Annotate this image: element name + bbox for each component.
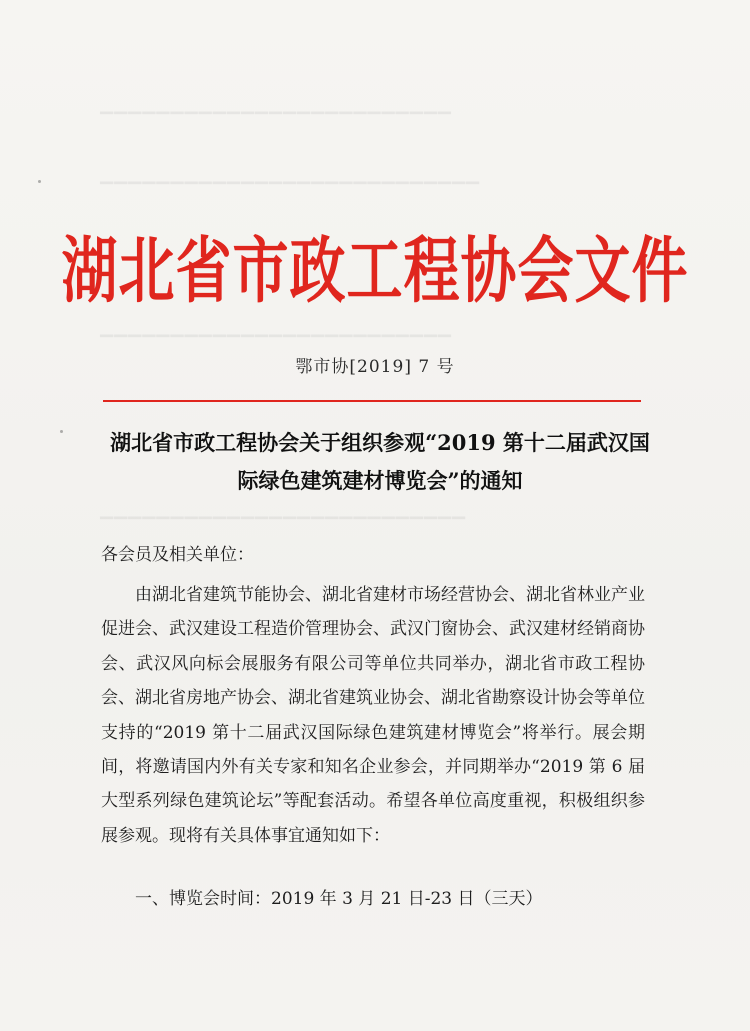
paper-speck <box>60 430 63 433</box>
paper-speck <box>38 180 41 183</box>
salutation: 各会员及相关单位： <box>101 545 254 565</box>
notice-title-line-1: 湖北省市政工程协会关于组织参观“2019 第十二届武汉国 <box>110 430 650 455</box>
notice-title <box>100 424 660 500</box>
notice-title-line-2: 际绿色建筑建材博览会”的通知 <box>237 468 523 493</box>
body-paragraph: 由湖北省建筑节能协会、湖北省建材市场经营协会、湖北省林业产业促进会、武汉建设工程造价管理协会、武汉门窗协会、武汉建材经销商协会、武汉风向标会展服务有限公司等单位共同举办，湖北省市政工程协会、湖北省房地产协会、湖北省建筑业协会、湖北省勘察设计协会等单位支持的“2019 第十二届武汉国际绿色建筑建材博览会”将举行。展会期间，将邀请国内外有关专家和知名企业参会，并同期举办“2019 第 6 届大型系列绿色建筑论坛”等配套活动。希望各单位高度重视，积极组织参展参观。现将有关具体事宜通知如下： <box>101 585 645 846</box>
bleed-through: ▁▁▁▁▁▁▁▁▁▁▁▁▁▁▁▁▁▁▁▁▁▁▁▁▁ <box>100 95 452 115</box>
bleed-through: ▁▁▁▁▁▁▁▁▁▁▁▁▁▁▁▁▁▁▁▁▁▁▁▁▁▁ <box>100 500 466 520</box>
org-document-header: 湖北省市政工程协会文件 <box>61 229 689 314</box>
bleed-through: ▁▁▁▁▁▁▁▁▁▁▁▁▁▁▁▁▁▁▁▁▁▁▁▁▁▁▁ <box>100 165 480 185</box>
red-divider-line <box>103 400 641 402</box>
list-item-exhibition-time: 一、博览会时间：2019 年 3 月 21 日-23 日（三天） <box>135 889 543 909</box>
document-number: 鄂市协[2019] 7 号 <box>295 357 455 377</box>
bleed-through: ▁▁▁▁▁▁▁▁▁▁▁▁▁▁▁▁▁▁▁▁▁▁▁▁▁ <box>100 318 452 338</box>
